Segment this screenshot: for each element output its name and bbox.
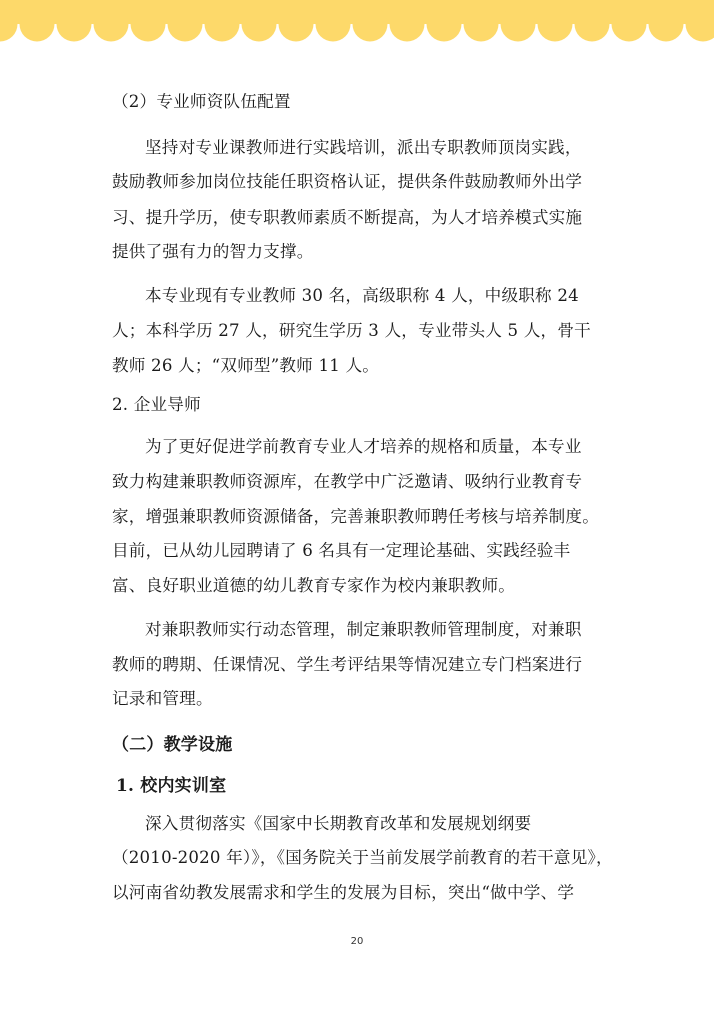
paragraph-line: 深入贯彻落实《国家中长期教育改革和发展规划纲要 (145, 814, 532, 833)
paragraph-line: （2010-2020 年）》，《国务院关于当前发展学前教育的若干意见》， (112, 848, 613, 867)
paragraph-line: 人；本科学历 27 人，研究生学历 3 人，专业带头人 5 人，骨干 (112, 321, 591, 340)
scallop-shape (20, 7, 55, 42)
scallop-shape (538, 7, 573, 42)
scallop-shape (316, 7, 351, 42)
scallop-shape (612, 7, 647, 42)
scallop-shape (501, 7, 536, 42)
paragraph-line: 对兼职教师实行动态管理，制定兼职教师管理制度，对兼职 (145, 620, 582, 639)
paragraph-line: 以河南省幼教发展需求和学生的发展为目标，突出“做中学、学 (112, 883, 575, 902)
scallop-shape (279, 7, 314, 42)
paragraph-line: 坚持对专业课教师进行实践培训，派出专职教师顶岗实践， (145, 138, 582, 157)
scallop-shape (94, 7, 129, 42)
section-heading-campus-training-rooms: 1. 校内实训室 (116, 776, 227, 796)
scallop-shape (390, 7, 425, 42)
subsection-title-enterprise-mentor: 2. 企业导师 (112, 395, 201, 414)
paragraph-line: 目前，已从幼儿园聘请了 6 名具有一定理论基础、实践经验丰 (112, 541, 571, 560)
paragraph-line: 教师 26 人；“双师型”教师 11 人。 (112, 356, 380, 375)
scallop-shape (649, 7, 684, 42)
section-heading-teaching-facilities: （二）教学设施 (112, 735, 233, 755)
paragraph-line: 富、良好职业道德的幼儿教育专家作为校内兼职教师。 (112, 576, 516, 595)
page-number: 20 (350, 936, 364, 947)
paragraph-line: 记录和管理。 (112, 689, 213, 708)
paragraph-line: 为了更好促进学前教育专业人才培养的规格和质量，本专业 (145, 437, 582, 456)
scallop-shape (464, 7, 499, 42)
paragraph-line: 本专业现有专业教师 30 名，高级职称 4 人，中级职称 24 (145, 286, 579, 305)
scallop-shape (353, 7, 388, 42)
scallop-shape (131, 7, 166, 42)
scallop-shape (57, 7, 92, 42)
paragraph-line: 鼓励教师参加岗位技能任职资格认证，提供条件鼓励教师外出学 (112, 172, 583, 191)
scallop-shape (205, 7, 240, 42)
scallop-shape (168, 7, 203, 42)
paragraph-line: 教师的聘期、任课情况、学生考评结果等情况建立专门档案进行 (112, 655, 583, 674)
scallop-shape (575, 7, 610, 42)
scalloped-top-banner (0, 0, 714, 46)
paragraph-line: 致力构建兼职教师资源库，在教学中广泛邀请、吸纳行业教育专 (112, 472, 583, 491)
paragraph-line: 提供了强有力的智力支撑。 (112, 242, 314, 261)
scallop-shape (427, 7, 462, 42)
scallop-shape (242, 7, 277, 42)
subsection-title-faculty: （2）专业师资队伍配置 (112, 92, 291, 111)
paragraph-line: 习、提升学历，使专职教师素质不断提高，为人才培养模式实施 (112, 208, 583, 227)
paragraph-line: 家，增强兼职教师资源储备，完善兼职教师聘任考核与培养制度。 (112, 507, 600, 526)
